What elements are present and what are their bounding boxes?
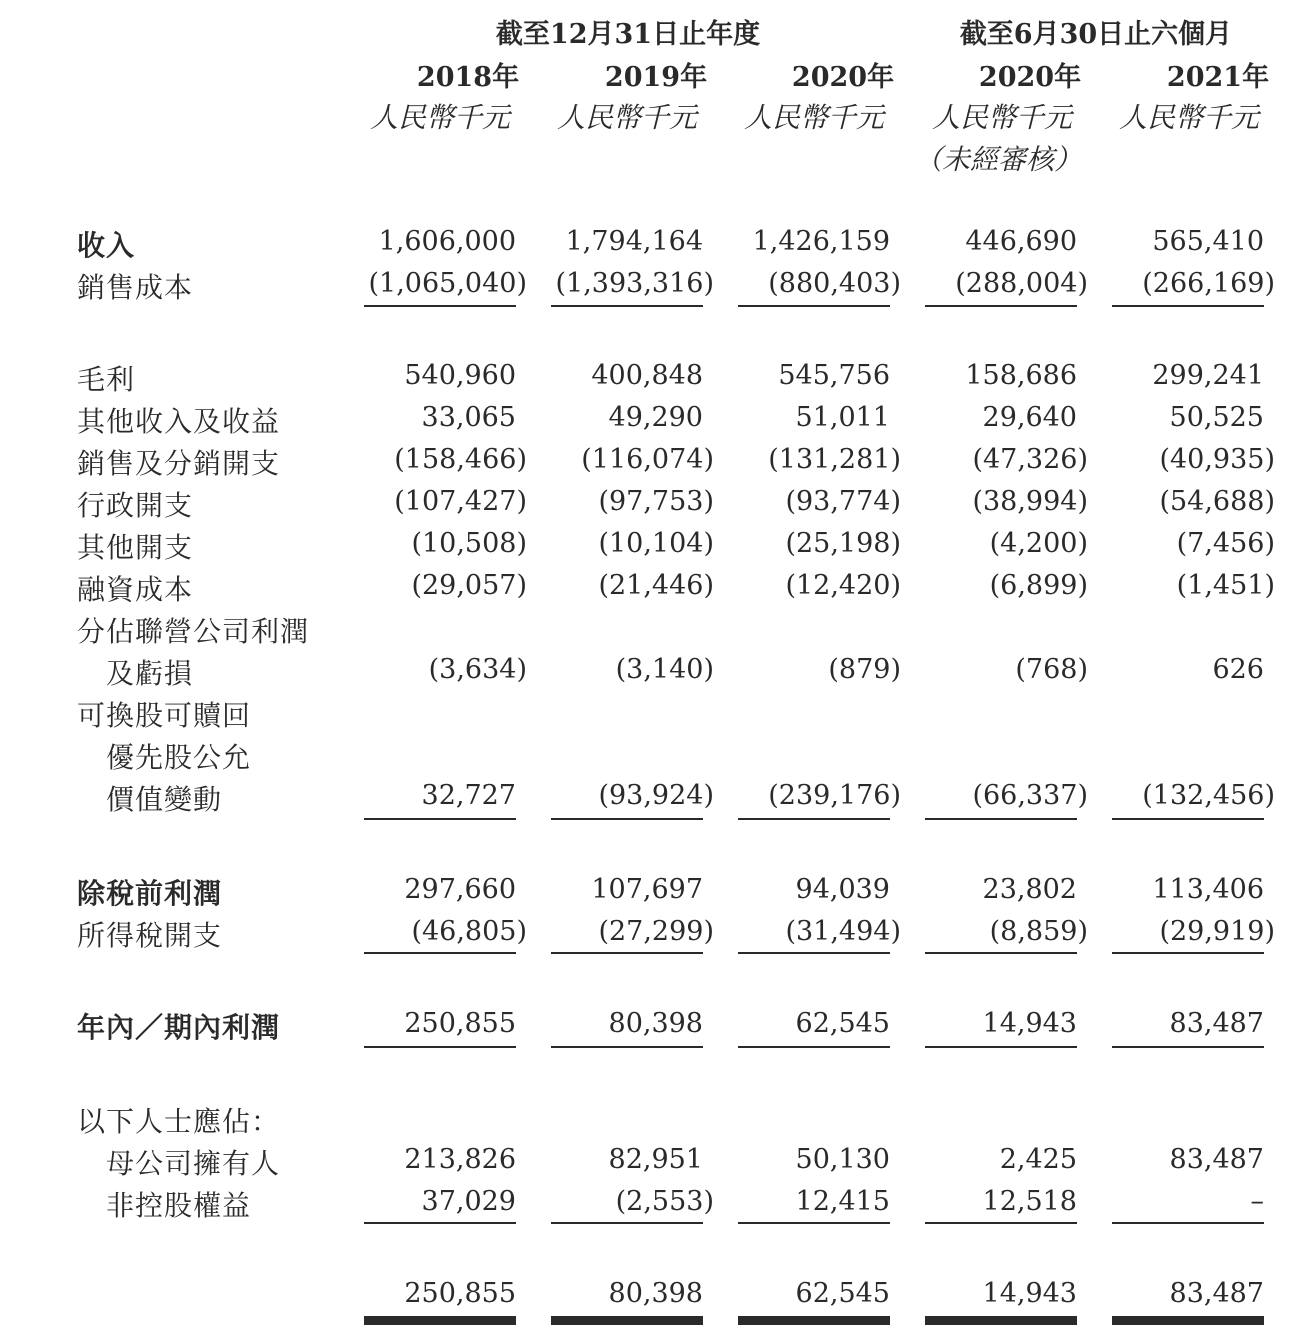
table-cell: 37,029 <box>421 1186 516 1217</box>
table-cell: 12,415 <box>795 1186 890 1217</box>
table-cell: 446,690 <box>965 226 1077 257</box>
table-cell: 107,697 <box>591 874 703 905</box>
table-cell: 1,606,000 <box>378 226 516 257</box>
table-cell: 49,290 <box>608 402 703 433</box>
row-label-share-of-associates: 分佔聯營公司利潤 <box>77 615 310 648</box>
row-label-convertible-preferred-cont: 優先股公允 <box>106 741 252 774</box>
total-double-rule <box>364 1316 516 1325</box>
table-cell: (40,935) <box>1159 444 1275 475</box>
subtotal-rule <box>1112 1222 1264 1224</box>
table-cell: (1,393,316) <box>555 268 714 299</box>
header-group-fy: 截至12月31日止年度 <box>495 19 761 50</box>
row-label-selling-expenses: 銷售及分銷開支 <box>77 447 281 480</box>
table-cell: (8,859) <box>989 916 1088 947</box>
row-label-admin-expenses: 行政開支 <box>77 489 194 522</box>
subtotal-rule <box>925 818 1077 820</box>
year-header-2020-6m: 2020年 <box>978 62 1082 93</box>
year-header-2019: 2019年 <box>604 62 708 93</box>
table-cell: 113,406 <box>1152 874 1264 905</box>
header-group-6m: 截至6月30日止六個月 <box>959 19 1233 50</box>
row-label-owners-of-parent: 母公司擁有人 <box>106 1147 281 1180</box>
table-cell: (3,140) <box>615 654 714 685</box>
table-cell: 94,039 <box>795 874 890 905</box>
table-cell: 50,525 <box>1169 402 1264 433</box>
subtotal-rule <box>738 305 890 307</box>
subtotal-rule <box>551 305 703 307</box>
table-cell: (768) <box>1015 654 1088 685</box>
table-cell: (1,065,040) <box>368 268 527 299</box>
table-cell: 80,398 <box>608 1008 703 1039</box>
table-cell: (266,169) <box>1142 268 1275 299</box>
total-double-rule <box>1112 1316 1264 1325</box>
table-cell: (1,451) <box>1176 570 1275 601</box>
table-cell: (12,420) <box>785 570 901 601</box>
subtotal-rule <box>551 952 703 954</box>
subtotal-rule <box>1112 818 1264 820</box>
table-cell: 83,487 <box>1169 1008 1264 1039</box>
table-cell: (10,508) <box>411 528 527 559</box>
table-cell: (132,456) <box>1142 780 1275 811</box>
total-double-rule <box>551 1316 703 1325</box>
table-cell: (288,004) <box>955 268 1088 299</box>
table-cell: (25,198) <box>785 528 901 559</box>
row-label-convertible-preferred-cont2: 價值變動 <box>106 783 223 816</box>
table-cell: 62,545 <box>795 1008 890 1039</box>
table-cell: (31,494) <box>785 916 901 947</box>
table-cell: (10,104) <box>598 528 714 559</box>
unit-label: 人民幣千元 <box>1118 101 1259 134</box>
table-cell: 80,398 <box>608 1278 703 1309</box>
row-label-other-expenses: 其他開支 <box>77 531 194 564</box>
subtotal-rule <box>925 1046 1077 1048</box>
table-cell: (880,403) <box>768 268 901 299</box>
subtotal-rule <box>1112 1046 1264 1048</box>
subtotal-rule <box>364 1046 516 1048</box>
total-double-rule <box>925 1316 1077 1325</box>
year-header-2020: 2020年 <box>791 62 895 93</box>
row-label-income-tax: 所得稅開支 <box>77 919 223 952</box>
table-cell: (131,281) <box>768 444 901 475</box>
subtotal-rule <box>364 952 516 954</box>
unit-label: 人民幣千元 <box>556 101 697 134</box>
table-cell: 23,802 <box>982 874 1077 905</box>
table-cell: 213,826 <box>404 1144 516 1175</box>
table-cell: 51,011 <box>795 402 890 433</box>
table-cell: (46,805) <box>411 916 527 947</box>
table-cell: 400,848 <box>591 360 703 391</box>
table-cell: (21,446) <box>598 570 714 601</box>
table-cell: 626 <box>1212 654 1264 685</box>
row-label-profit-before-tax: 除稅前利潤 <box>77 877 223 910</box>
subtotal-rule <box>551 1046 703 1048</box>
subtotal-rule <box>738 1046 890 1048</box>
row-label-profit-for-period: 年內／期內利潤 <box>77 1011 281 1044</box>
row-label-attributable-to: 以下人士應佔： <box>77 1105 281 1138</box>
table-cell: 12,518 <box>982 1186 1077 1217</box>
subtotal-rule <box>551 818 703 820</box>
unit-label: 人民幣千元 <box>369 101 510 134</box>
table-cell: 82,951 <box>608 1144 703 1175</box>
table-cell: 250,855 <box>404 1008 516 1039</box>
table-cell: 1,426,159 <box>752 226 890 257</box>
row-label-non-controlling: 非控股權益 <box>106 1189 252 1222</box>
unit-label: 人民幣千元 <box>931 101 1072 134</box>
table-cell: (27,299) <box>598 916 714 947</box>
subtotal-rule <box>738 952 890 954</box>
subtotal-rule <box>364 305 516 307</box>
table-cell: (29,057) <box>411 570 527 601</box>
table-cell: 2,425 <box>999 1144 1077 1175</box>
table-cell: 32,727 <box>421 780 516 811</box>
subtotal-rule <box>1112 305 1264 307</box>
table-cell: 1,794,164 <box>565 226 703 257</box>
year-header-2021-6m: 2021年 <box>1166 62 1270 93</box>
table-cell: 299,241 <box>1152 360 1264 391</box>
subtotal-rule <box>738 1222 890 1224</box>
table-cell: (29,919) <box>1159 916 1275 947</box>
table-cell: 50,130 <box>795 1144 890 1175</box>
table-cell: 83,487 <box>1169 1278 1264 1309</box>
unaudited-note: （未經審核） <box>913 143 1082 176</box>
subtotal-rule <box>364 818 516 820</box>
row-label-finance-costs: 融資成本 <box>77 573 194 606</box>
subtotal-rule <box>551 1222 703 1224</box>
table-cell: (879) <box>828 654 901 685</box>
table-cell: (54,688) <box>1159 486 1275 517</box>
table-cell: (3,634) <box>428 654 527 685</box>
subtotal-rule <box>925 952 1077 954</box>
total-double-rule <box>738 1316 890 1325</box>
table-cell: (97,753) <box>598 486 714 517</box>
table-cell: – <box>1250 1186 1264 1217</box>
row-label-share-of-associates-cont: 及虧損 <box>106 657 194 690</box>
table-cell: (47,326) <box>972 444 1088 475</box>
unit-label: 人民幣千元 <box>743 101 884 134</box>
table-cell: (107,427) <box>394 486 527 517</box>
table-cell: 62,545 <box>795 1278 890 1309</box>
table-cell: 297,660 <box>404 874 516 905</box>
table-cell: (7,456) <box>1176 528 1275 559</box>
row-label-other-income: 其他收入及收益 <box>77 405 281 438</box>
table-cell: (93,774) <box>785 486 901 517</box>
table-cell: (66,337) <box>972 780 1088 811</box>
table-cell: (239,176) <box>768 780 901 811</box>
table-cell: 29,640 <box>982 402 1077 433</box>
table-cell: (38,994) <box>972 486 1088 517</box>
subtotal-rule <box>925 305 1077 307</box>
table-cell: (93,924) <box>598 780 714 811</box>
table-cell: 540,960 <box>404 360 516 391</box>
row-label-revenue: 收入 <box>77 229 136 262</box>
year-header-2018: 2018年 <box>416 62 520 93</box>
subtotal-rule <box>925 1222 1077 1224</box>
table-cell: (116,074) <box>581 444 714 475</box>
table-cell: 250,855 <box>404 1278 516 1309</box>
subtotal-rule <box>738 818 890 820</box>
row-label-gross-profit: 毛利 <box>77 363 136 396</box>
table-cell: 14,943 <box>982 1278 1077 1309</box>
row-label-cost-of-sales: 銷售成本 <box>77 271 194 304</box>
table-cell: 33,065 <box>421 402 516 433</box>
table-cell: (4,200) <box>989 528 1088 559</box>
subtotal-rule <box>1112 952 1264 954</box>
table-cell: 83,487 <box>1169 1144 1264 1175</box>
table-cell: (158,466) <box>394 444 527 475</box>
table-cell: 565,410 <box>1152 226 1264 257</box>
row-label-convertible-preferred: 可換股可贖回 <box>77 699 252 732</box>
table-cell: (6,899) <box>989 570 1088 601</box>
table-cell: 158,686 <box>965 360 1077 391</box>
table-cell: 545,756 <box>778 360 890 391</box>
table-cell: 14,943 <box>982 1008 1077 1039</box>
table-cell: (2,553) <box>615 1186 714 1217</box>
subtotal-rule <box>364 1222 516 1224</box>
